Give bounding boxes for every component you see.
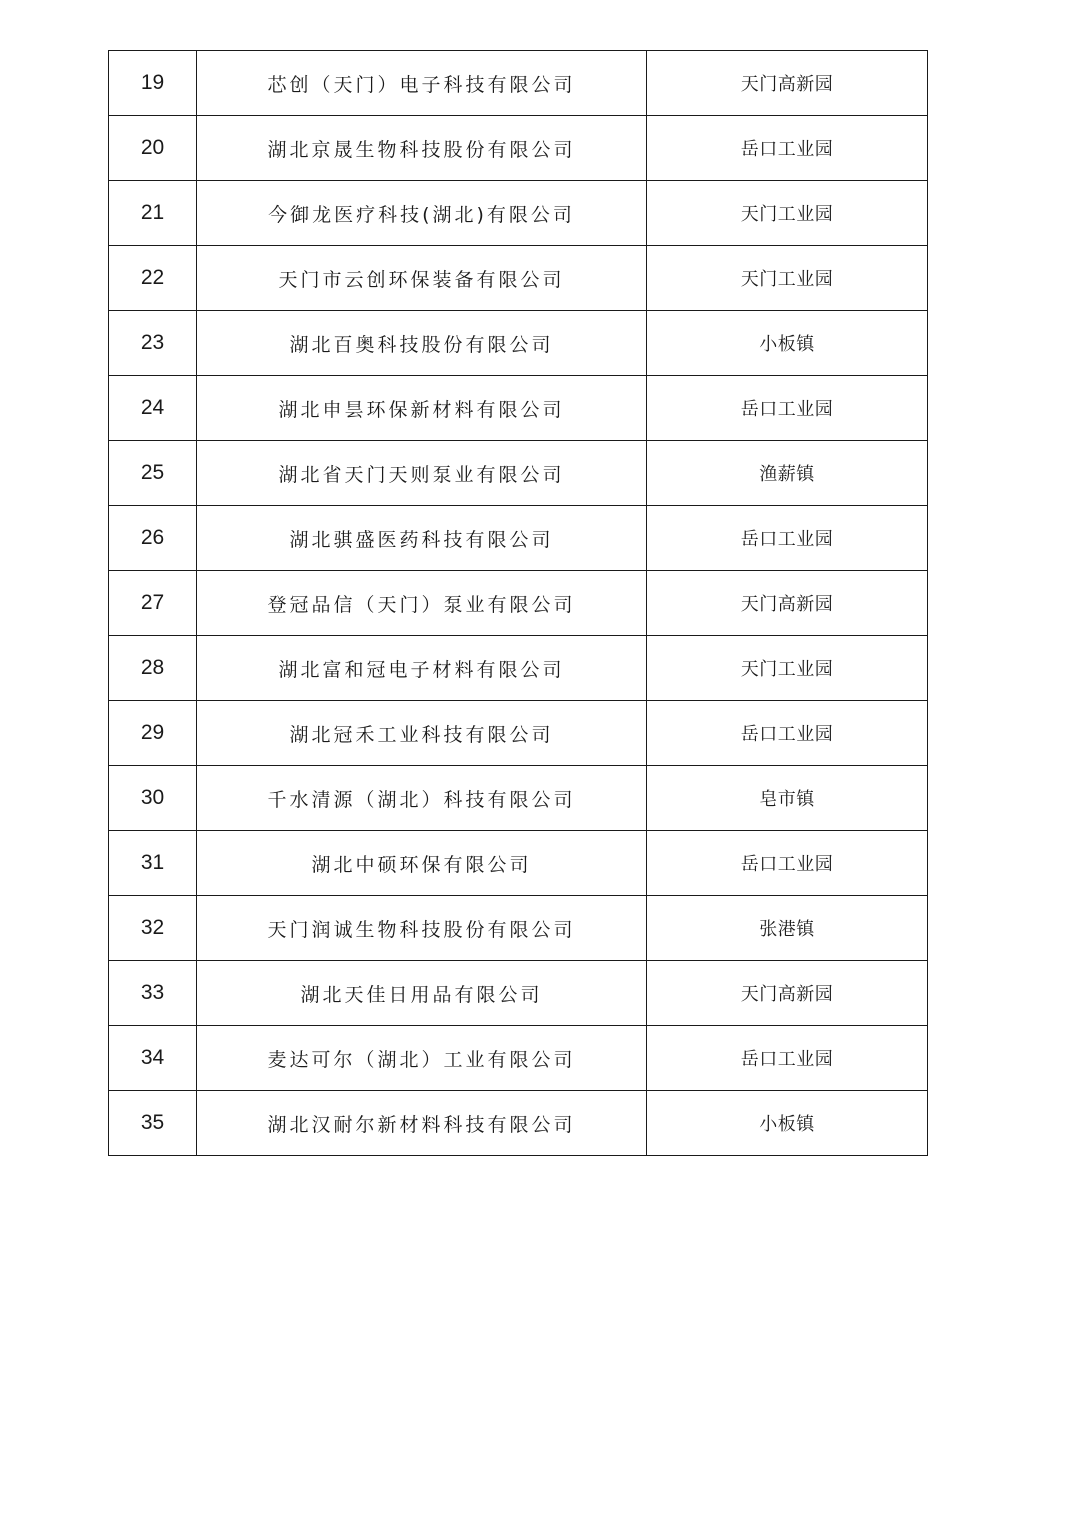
row-number: 31 [109, 831, 197, 896]
row-number: 19 [109, 51, 197, 116]
company-location: 岳口工业园 [647, 376, 928, 441]
row-number: 32 [109, 896, 197, 961]
company-location: 天门工业园 [647, 636, 928, 701]
table-row [109, 1091, 928, 1156]
table-row [109, 116, 928, 181]
table-row [109, 506, 928, 571]
row-number: 22 [109, 246, 197, 311]
company-name: 湖北冠禾工业科技有限公司 [197, 701, 647, 766]
company-name: 湖北省天门天则泵业有限公司 [197, 441, 647, 506]
company-name: 湖北申昙环保新材料有限公司 [197, 376, 647, 441]
company-location: 天门高新园 [647, 961, 928, 1026]
row-number: 35 [109, 1091, 197, 1156]
company-name: 千水清源（湖北）科技有限公司 [197, 766, 647, 831]
row-number: 26 [109, 506, 197, 571]
company-location: 岳口工业园 [647, 116, 928, 181]
table-body [109, 51, 928, 1156]
table-row [109, 441, 928, 506]
company-name: 芯创（天门）电子科技有限公司 [197, 51, 647, 116]
row-number: 33 [109, 961, 197, 1026]
row-number: 20 [109, 116, 197, 181]
company-name: 天门润诚生物科技股份有限公司 [197, 896, 647, 961]
company-location: 天门工业园 [647, 246, 928, 311]
table-row [109, 1026, 928, 1091]
company-location: 岳口工业园 [647, 831, 928, 896]
company-location: 天门高新园 [647, 51, 928, 116]
table-row [109, 181, 928, 246]
company-location: 张港镇 [647, 896, 928, 961]
table-row [109, 636, 928, 701]
row-number: 21 [109, 181, 197, 246]
company-location: 岳口工业园 [647, 1026, 928, 1091]
row-number: 30 [109, 766, 197, 831]
row-number: 27 [109, 571, 197, 636]
table-row [109, 961, 928, 1026]
company-location: 岳口工业园 [647, 506, 928, 571]
table-row [109, 246, 928, 311]
company-name: 湖北天佳日用品有限公司 [197, 961, 647, 1026]
row-number: 24 [109, 376, 197, 441]
row-number: 34 [109, 1026, 197, 1091]
company-location: 渔薪镇 [647, 441, 928, 506]
company-name: 登冠品信（天门）泵业有限公司 [197, 571, 647, 636]
table-row [109, 831, 928, 896]
company-location: 岳口工业园 [647, 701, 928, 766]
row-number: 29 [109, 701, 197, 766]
company-name: 麦达可尔（湖北）工业有限公司 [197, 1026, 647, 1091]
table-row [109, 766, 928, 831]
table-row [109, 571, 928, 636]
row-number: 23 [109, 311, 197, 376]
company-table [108, 50, 928, 1156]
table-row [109, 311, 928, 376]
table-row [109, 701, 928, 766]
company-location: 小板镇 [647, 311, 928, 376]
table-row [109, 51, 928, 116]
company-location: 天门工业园 [647, 181, 928, 246]
company-name: 今御龙医疗科技(湖北)有限公司 [197, 181, 647, 246]
company-location: 皂市镇 [647, 766, 928, 831]
company-location: 天门高新园 [647, 571, 928, 636]
company-name: 天门市云创环保装备有限公司 [197, 246, 647, 311]
company-name: 湖北百奥科技股份有限公司 [197, 311, 647, 376]
company-name: 湖北中硕环保有限公司 [197, 831, 647, 896]
company-name: 湖北京晟生物科技股份有限公司 [197, 116, 647, 181]
row-number: 25 [109, 441, 197, 506]
company-location: 小板镇 [647, 1091, 928, 1156]
table-row [109, 896, 928, 961]
company-name: 湖北骐盛医药科技有限公司 [197, 506, 647, 571]
company-name: 湖北富和冠电子材料有限公司 [197, 636, 647, 701]
row-number: 28 [109, 636, 197, 701]
table-row [109, 376, 928, 441]
company-name: 湖北汉耐尔新材料科技有限公司 [197, 1091, 647, 1156]
